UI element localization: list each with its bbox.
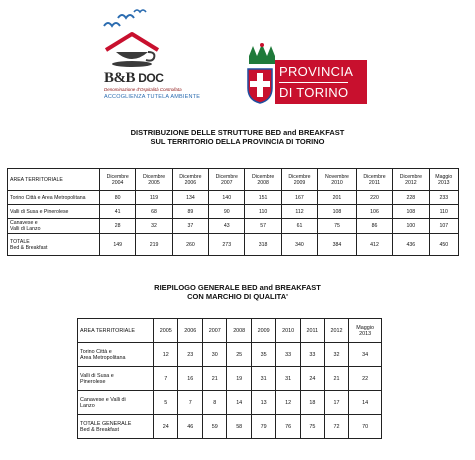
table2-row-area — [78, 415, 154, 439]
table1-header-col-3-line-1: Dicembre — [179, 173, 202, 180]
table1-header-col-2 — [136, 169, 172, 191]
table2-cell: 35 — [251, 343, 275, 367]
table2-header-col-9 — [349, 319, 382, 343]
table2-row-area-line-1: Torino Città e — [80, 348, 112, 355]
table-row — [8, 219, 459, 234]
table2-cell: 19 — [227, 367, 251, 391]
table1-cell: 57 — [245, 219, 281, 234]
table1-cell: 384 — [318, 234, 357, 256]
provincia-line1: PROVINCIA — [279, 64, 354, 79]
table1-cell: 89 — [172, 205, 208, 219]
table2-header-col-9-line-2: 2013 — [359, 330, 372, 337]
table1-cell: 110 — [245, 205, 281, 219]
table2-cell: 7 — [154, 367, 178, 391]
table2-cell: 18 — [300, 391, 324, 415]
table2-title-line2: CON MARCHIO DI QUALITA' — [187, 292, 288, 301]
table1-cell: 108 — [393, 205, 429, 219]
table1-header-col-1-line-1: Dicembre — [106, 173, 129, 180]
table1-header-row — [8, 169, 459, 191]
house-cup-icon — [102, 30, 162, 70]
table2-cell: 22 — [349, 367, 382, 391]
bb-doc-title — [104, 70, 163, 87]
table2-cell: 34 — [349, 343, 382, 367]
table2-header-area: AREA TERRITORIALE — [78, 319, 154, 343]
table2-cell: 46 — [178, 415, 202, 439]
table1-row-area-line-1: Torino Città e Area Metropolitana — [10, 194, 86, 201]
table2-header-col-2 — [178, 319, 202, 343]
table2-row-area-line-1: Valli di Susa e — [80, 372, 114, 379]
bb-doc-logo — [100, 8, 220, 98]
table2-row-area-line-2: Bed & Breakfast — [80, 426, 119, 433]
table1-cell: 140 — [209, 191, 245, 205]
table1-cell: 61 — [281, 219, 317, 234]
bb-subtitle: Denominazione d'Ospitalità Controllata — [104, 87, 182, 92]
table1-cell: 151 — [245, 191, 281, 205]
table2-cell: 21 — [324, 367, 348, 391]
table1-header-col-3 — [172, 169, 208, 191]
table2-row-area-line-2: Area Metropolitana — [80, 354, 126, 361]
table1-header-col-10 — [429, 169, 458, 191]
quality-summary-table — [77, 318, 382, 439]
table1-header-col-3-line-2: 2006 — [184, 179, 197, 186]
table1-cell: 90 — [209, 205, 245, 219]
table1-header-col-2-line-2: 2005 — [148, 179, 160, 186]
table1-header-col-8-line-2: 2011 — [368, 179, 381, 186]
table2-header-row — [78, 319, 382, 343]
table1-header-col-10-line-2: 2013 — [438, 179, 450, 186]
table1-header-col-8-line-1: Dicembre — [363, 173, 386, 180]
table1-cell: 108 — [318, 205, 357, 219]
table1-row-area-line-2: Bed & Breakfast — [10, 244, 48, 251]
table2-header-col-6 — [276, 319, 300, 343]
table1-row-area-line-1: Valli di Susa e Pinerolese — [10, 208, 69, 215]
table1-cell: 75 — [318, 219, 357, 234]
table2-header-col-8-line-1: 2012 — [330, 327, 343, 334]
table2-header-col-3-line-1: 2007 — [208, 327, 221, 334]
table1-cell: 41 — [100, 205, 136, 219]
table1-cell: 340 — [281, 234, 317, 256]
table1-row-area — [8, 191, 100, 205]
table1-cell: 110 — [429, 205, 458, 219]
table2-cell: 13 — [251, 391, 275, 415]
table2-cell: 21 — [202, 367, 226, 391]
table2-cell: 75 — [300, 415, 324, 439]
table2-header-col-7-line-1: 2011 — [306, 327, 319, 334]
table2-cell: 24 — [300, 367, 324, 391]
table2-row-area-line-2: Lanzo — [80, 402, 95, 409]
table-row — [8, 234, 459, 256]
table-row — [78, 391, 382, 415]
table2-title — [0, 283, 475, 301]
table1-cell: 107 — [429, 219, 458, 234]
table1-header-col-6-line-2: 2009 — [293, 179, 306, 186]
table-row — [8, 205, 459, 219]
table1-cell: 32 — [136, 219, 172, 234]
table1-cell: 119 — [136, 191, 172, 205]
table1-title — [0, 128, 475, 146]
table1-header-col-8 — [356, 169, 392, 191]
table2-cell: 32 — [324, 343, 348, 367]
table2-cell: 59 — [202, 415, 226, 439]
table2-header-col-2-line-1: 2006 — [184, 327, 197, 334]
table2-header-col-4 — [227, 319, 251, 343]
table2-cell: 17 — [324, 391, 348, 415]
table1-cell: 112 — [281, 205, 317, 219]
table2-header-col-5 — [251, 319, 275, 343]
table2-header-col-4-line-1: 2008 — [233, 327, 246, 334]
table1-row-area-line-1: TOTALE — [10, 238, 30, 245]
table2-cell: 14 — [349, 391, 382, 415]
table2-header-col-3 — [202, 319, 226, 343]
table1-header-col-1 — [100, 169, 136, 191]
table1-header-col-7-line-1: Novembre — [325, 173, 349, 180]
table1-cell: 219 — [136, 234, 172, 256]
table-row — [78, 367, 382, 391]
table1-header-area: AREA TERRITORIALE — [8, 169, 100, 191]
table2-cell: 72 — [324, 415, 348, 439]
table2-row-area — [78, 367, 154, 391]
bb-title-main: B&B — [104, 70, 136, 86]
table2-cell: 33 — [276, 343, 300, 367]
table2-row-area-line-2: Pinerolese — [80, 378, 106, 385]
table2-cell: 24 — [154, 415, 178, 439]
table1-cell: 28 — [100, 219, 136, 234]
table2-cell: 33 — [300, 343, 324, 367]
table1-cell: 233 — [429, 191, 458, 205]
table2-cell: 70 — [349, 415, 382, 439]
table2-header-col-6-line-1: 2010 — [282, 327, 295, 334]
table1-header-col-5-line-1: Dicembre — [252, 173, 275, 180]
table1-row-area-line-2: Valli di Lanzo — [10, 226, 41, 232]
table2-header-col-9-line-1: Maggio — [356, 324, 374, 331]
table2-cell: 16 — [178, 367, 202, 391]
table1-title-line2: SUL TERRITORIO DELLA PROVINCIA DI TORINO — [150, 137, 325, 146]
table1-cell: 260 — [172, 234, 208, 256]
table1-cell: 436 — [393, 234, 429, 256]
table2-cell: 76 — [276, 415, 300, 439]
table2-header-col-1-line-1: 2005 — [159, 327, 172, 334]
table-row — [78, 343, 382, 367]
table2-cell: 12 — [154, 343, 178, 367]
table2-row-area — [78, 343, 154, 367]
table1-cell: 106 — [356, 205, 392, 219]
table1-header-col-9 — [393, 169, 429, 191]
table1-row-area-line-1: Canavese e — [10, 220, 38, 226]
bb-title-doc: DOC — [138, 71, 164, 85]
table2-header-col-1 — [154, 319, 178, 343]
table2-cell: 5 — [154, 391, 178, 415]
table1-cell: 412 — [356, 234, 392, 256]
table2-cell: 31 — [276, 367, 300, 391]
table1-cell: 450 — [429, 234, 458, 256]
table1-header-col-9-line-1: Dicembre — [399, 173, 422, 180]
table1-header-col-5-line-2: 2008 — [257, 179, 269, 186]
table1-cell: 220 — [356, 191, 392, 205]
table1-header-col-4-line-2: 2007 — [220, 179, 233, 186]
table1-row-area — [8, 219, 100, 234]
table1-header-col-5 — [245, 169, 281, 191]
table1-header-col-4-line-1: Dicembre — [215, 173, 238, 180]
distribution-table — [7, 168, 459, 256]
table1-header-col-10-line-1: Maggio — [435, 173, 453, 180]
bb-claim: ACCOGLIENZA TUTELA AMBIENTE — [104, 94, 201, 100]
table1-cell: 68 — [136, 205, 172, 219]
table1-title-line1: DISTRIBUZIONE DELLE STRUTTURE BED and BREAKFAST — [130, 128, 345, 137]
table2-cell: 30 — [202, 343, 226, 367]
table2-header-col-8 — [324, 319, 348, 343]
table2-row-area-line-1: TOTALE GENERALE — [80, 420, 132, 427]
table1-header-col-1-line-2: 2004 — [111, 179, 124, 186]
table1-cell: 201 — [318, 191, 357, 205]
table1-header-col-6 — [281, 169, 317, 191]
table1-row-area — [8, 234, 100, 256]
table1-header-col-9-line-2: 2012 — [405, 179, 417, 186]
shield-icon — [247, 68, 273, 104]
table1-header-col-7-line-2: 2010 — [331, 179, 343, 186]
table1-header-col-6-line-1: Dicembre — [288, 173, 311, 180]
table2-cell: 12 — [276, 391, 300, 415]
table1-cell: 43 — [209, 219, 245, 234]
table2-cell: 58 — [227, 415, 251, 439]
table1-cell: 149 — [100, 234, 136, 256]
table1-header-col-2-line-1: Dicembre — [142, 173, 166, 180]
table1-cell: 80 — [100, 191, 136, 205]
table2-cell: 8 — [202, 391, 226, 415]
table2-cell: 23 — [178, 343, 202, 367]
table1-cell: 167 — [281, 191, 317, 205]
table2-cell: 31 — [251, 367, 275, 391]
table2-row-area — [78, 391, 154, 415]
table2-cell: 25 — [227, 343, 251, 367]
table2-cell: 7 — [178, 391, 202, 415]
table-row — [8, 191, 459, 205]
table1-cell: 100 — [393, 219, 429, 234]
table1-cell: 273 — [209, 234, 245, 256]
table1-cell: 318 — [245, 234, 281, 256]
table2-header-col-5-line-1: 2009 — [257, 327, 270, 334]
table1-row-area — [8, 205, 100, 219]
table1-header-col-4 — [209, 169, 245, 191]
table1-cell: 134 — [172, 191, 208, 205]
table2-cell: 79 — [251, 415, 275, 439]
table2-row-area-line-1: Canavese e Valli di — [80, 396, 126, 403]
table-row — [78, 415, 382, 439]
table1-cell: 37 — [172, 219, 208, 234]
provincia-logo — [245, 42, 367, 106]
table2-title-line1: RIEPILOGO GENERALE BED and BREAKFAST — [154, 283, 321, 292]
table1-cell: 86 — [356, 219, 392, 234]
provincia-line2: DI TORINO — [279, 82, 348, 100]
table2-cell: 14 — [227, 391, 251, 415]
table1-cell: 228 — [393, 191, 429, 205]
table1-header-col-7 — [318, 169, 357, 191]
table2-header-col-7 — [300, 319, 324, 343]
